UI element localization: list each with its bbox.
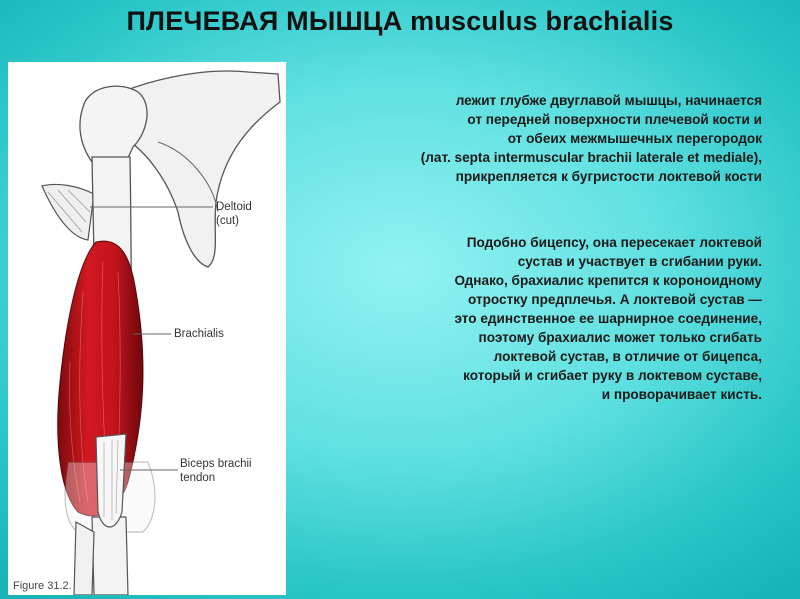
brachialis-label: Brachialis bbox=[174, 328, 224, 340]
paragraph-origin bbox=[421, 91, 762, 186]
text-line: Однако, брахиалис крепится к короноидному bbox=[454, 273, 762, 288]
text-line: и проворачивает кисть. bbox=[601, 387, 762, 402]
arm-illustration bbox=[8, 62, 286, 595]
deltoid-stump bbox=[42, 184, 94, 240]
text-line: прикрепляется к бугристости локтевой кости bbox=[455, 169, 762, 184]
humerus-head bbox=[80, 86, 147, 162]
text-line: который и сгибает руку в локтевом суставе, bbox=[463, 368, 762, 383]
page-title: ПЛЕЧЕВАЯ МЫШЦА musculus brachialis bbox=[126, 6, 674, 36]
biceps-tendon-label: Biceps brachii tendon bbox=[180, 458, 252, 484]
text-line: отростку предплечья. А локтевой сустав — bbox=[467, 292, 762, 307]
text-line: от обеих межмышечных перегородок bbox=[507, 131, 762, 146]
paragraph-function bbox=[454, 233, 762, 404]
text-line: это единственное ее шарнирное соединение, bbox=[454, 311, 762, 326]
text-line: поэтому брахиалис может только сгибать bbox=[478, 330, 762, 345]
anatomy-figure bbox=[8, 62, 286, 595]
text-line: локтевой сустав, в отличие от бицепса, bbox=[493, 349, 762, 364]
text-line: (лат. septa intermuscular brachii laterale et mediale), bbox=[420, 150, 762, 165]
text-line: от передней поверхности плечевой кости и bbox=[467, 112, 762, 127]
text-line: сустав и участвует в сгибании руки. bbox=[517, 254, 762, 269]
ulna-bone bbox=[74, 522, 94, 595]
radius-bone bbox=[92, 517, 128, 595]
figure-caption: Figure 31.2. bbox=[13, 580, 72, 592]
text-line: лежит глубже двуглавой мышцы, начинается bbox=[455, 93, 762, 108]
text-line: Подобно бицепсу, она пересекает локтевой bbox=[466, 235, 762, 250]
deltoid-label: Deltoid (cut) bbox=[216, 201, 252, 227]
biceps-tendon bbox=[96, 434, 126, 527]
